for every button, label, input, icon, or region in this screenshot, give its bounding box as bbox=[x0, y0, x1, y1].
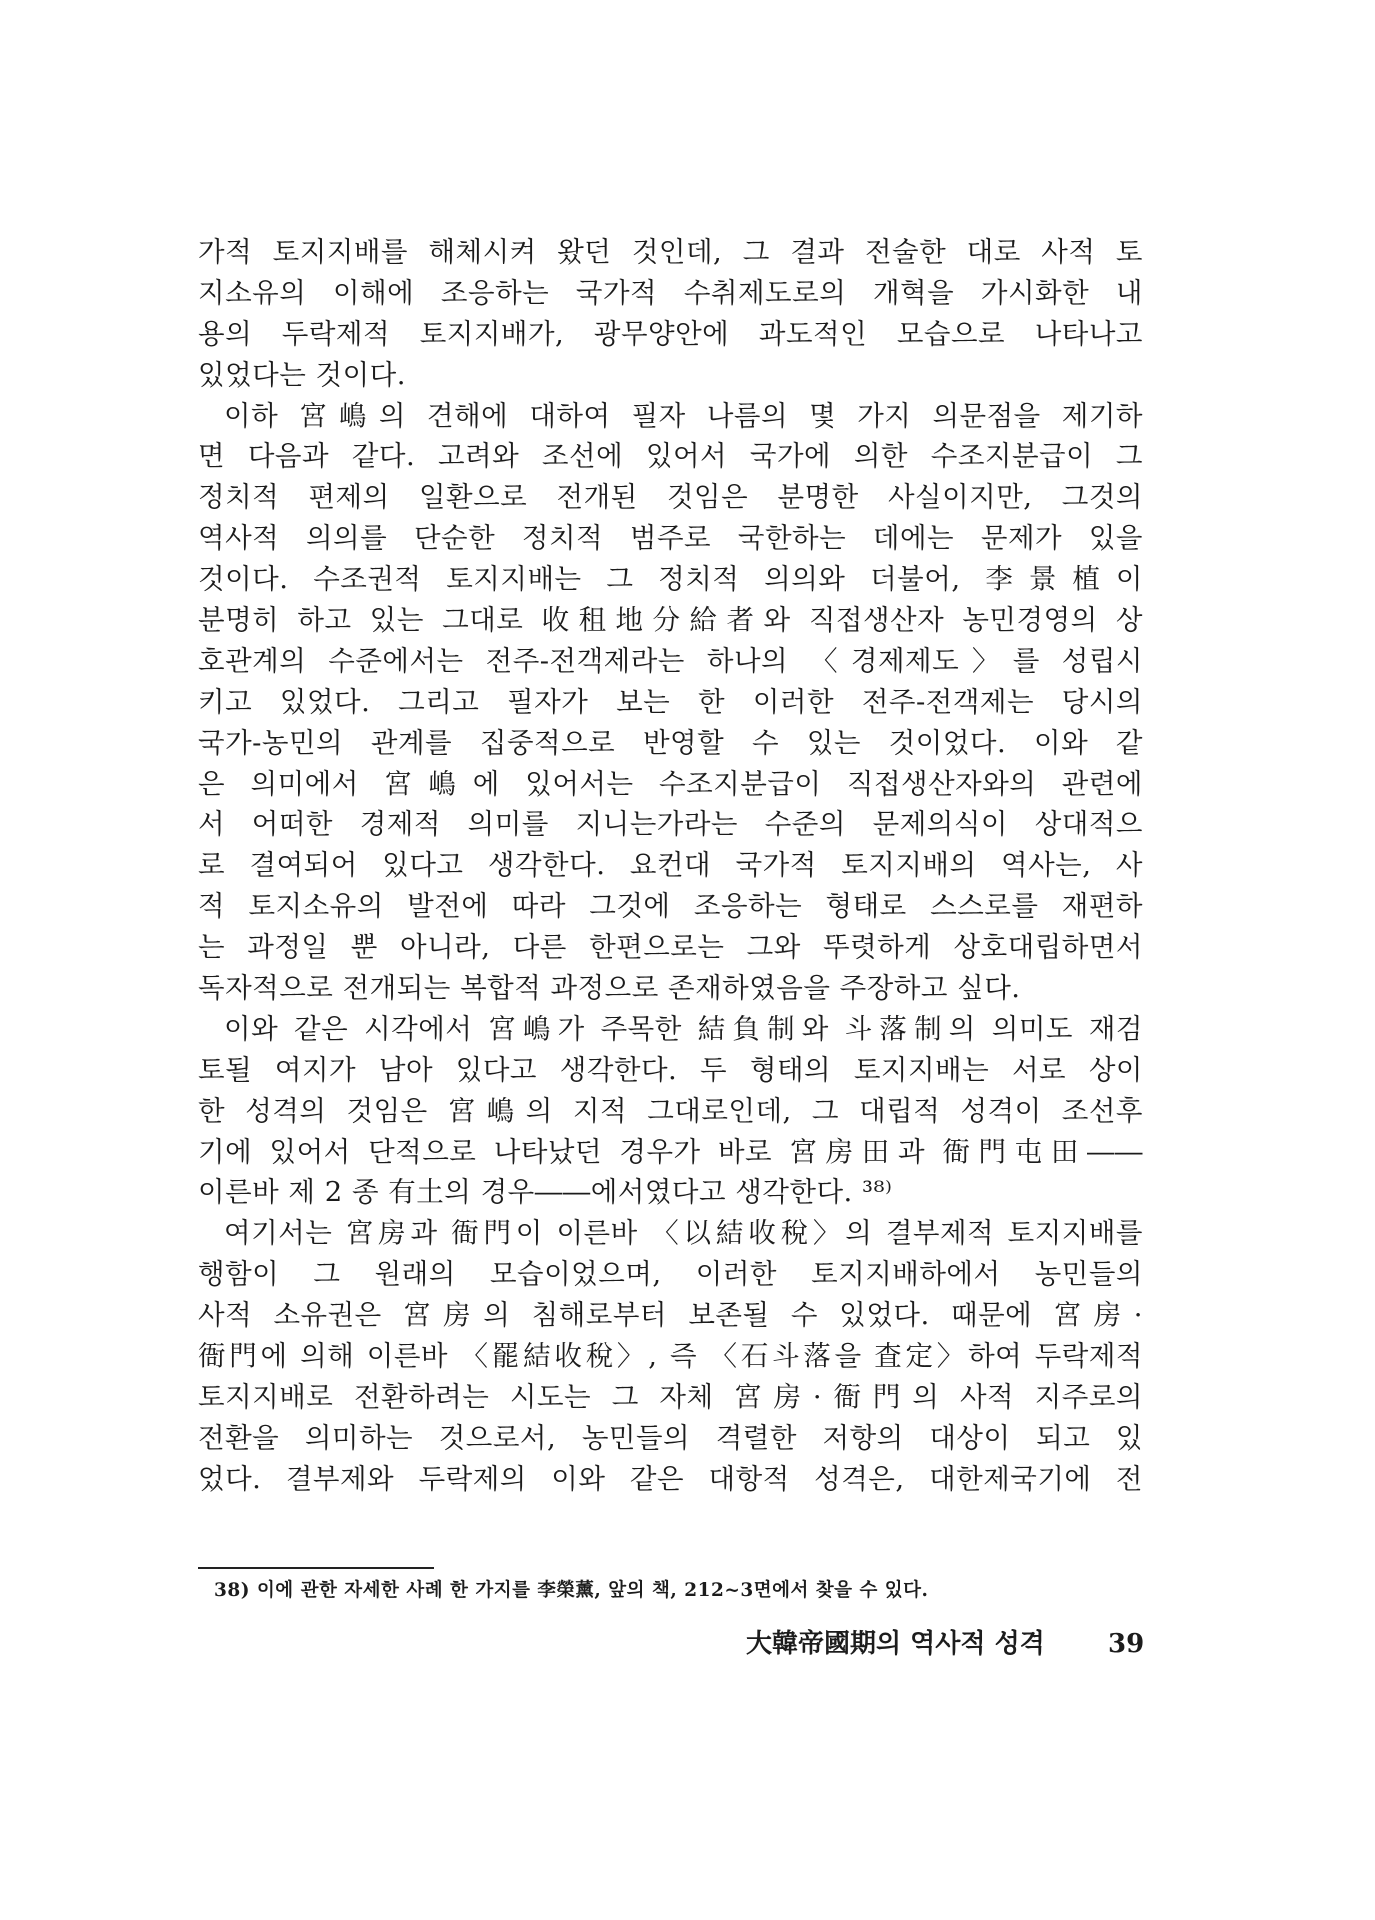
text-line: 토될 여지가 남아 있다고 생각한다. 두 형태의 토지지배는 서로 상이 bbox=[198, 1053, 1143, 1086]
text-line: 기에 있어서 단적으로 나타났던 경우가 바로 宮房田과 衙門屯田―― bbox=[198, 1135, 1143, 1168]
text-line: 이하 宮嶋의 견해에 대하여 필자 나름의 몇 가지 의문점을 제기하 bbox=[224, 399, 1143, 432]
text-line: 것이다. 수조권적 토지지배는 그 정치적 의의와 더불어, 李景植이 bbox=[198, 563, 1143, 596]
text-line: 지소유의 이해에 조응하는 국가적 수취제도로의 개혁을 가시화한 내 bbox=[198, 276, 1143, 309]
text-line: 은 의미에서 宮嶋에 있어서는 수조지분급이 직접생산자와의 관련에 bbox=[198, 767, 1143, 800]
text-line: 여기서는 宮房과 衙門이 이른바 〈以結收稅〉의 결부제적 토지지배를 bbox=[224, 1217, 1143, 1250]
text-line: 역사적 의의를 단순한 정치적 범주로 국한하는 데에는 문제가 있을 bbox=[198, 522, 1143, 555]
text-line: 정치적 편제의 일환으로 전개된 것임은 분명한 사실이지만, 그것의 bbox=[198, 481, 1143, 514]
paragraph bbox=[198, 396, 1143, 1009]
paragraph bbox=[198, 232, 1143, 396]
text-line: 면 다음과 같다. 고려와 조선에 있어서 국가에 의한 수조지분급이 그 bbox=[198, 440, 1143, 473]
text-line: 는 과정일 뿐 아니라, 다른 한편으로는 그와 뚜렷하게 상호대립하면서 bbox=[198, 931, 1143, 964]
paragraph bbox=[198, 1009, 1143, 1213]
text-line: 가적 토지지배를 해체시켜 왔던 것인데, 그 결과 전술한 대로 사적 토 bbox=[198, 236, 1143, 268]
text-line: 있었다는 것이다. bbox=[198, 358, 406, 391]
text-line: 토지지배로 전환하려는 시도는 그 자체 宮房·衙門의 사적 지주로의 bbox=[198, 1380, 1143, 1413]
text-line: 행함이 그 원래의 모습이었으며, 이러한 토지지배하에서 농민들의 bbox=[198, 1258, 1143, 1291]
footnote-divider bbox=[198, 1567, 434, 1569]
text-line: 용의 두락제적 토지지배가, 광무양안에 과도적인 모습으로 나타나고 bbox=[198, 317, 1143, 350]
text-line: 衙門에 의해 이른바 〈罷結收稅〉, 즉 〈石斗落을 査定〉하여 두락제적 bbox=[198, 1340, 1143, 1373]
paragraph bbox=[198, 1213, 1143, 1499]
text-line: 사적 소유권은 宮房의 침해로부터 보존될 수 있었다. 때문에 宮房· bbox=[198, 1299, 1143, 1332]
text-line: 로 결여되어 있다고 생각한다. 요컨대 국가적 토지지배의 역사는, 사 bbox=[198, 849, 1143, 882]
text-line: 한 성격의 것임은 宮嶋의 지적 그대로인데, 그 대립적 성격이 조선후 bbox=[198, 1094, 1143, 1127]
text-line: 었다. 결부제와 두락제의 이와 같은 대항적 성격은, 대한제국기에 전 bbox=[198, 1462, 1143, 1495]
text-line: 이른바 제 2 종 有土의 경우――에서였다고 생각한다. ³⁸⁾ bbox=[198, 1176, 893, 1209]
text-line: 국가-농민의 관계를 집중적으로 반영할 수 있는 것이었다. 이와 같 bbox=[198, 726, 1143, 759]
page-number: 39 bbox=[1108, 1629, 1145, 1659]
text-line: 독자적으로 전개되는 복합적 과정으로 존재하였음을 주장하고 싶다. bbox=[198, 972, 1021, 1005]
text-line: 분명히 하고 있는 그대로 收租地分給者와 직접생산자 농민경영의 상 bbox=[198, 604, 1143, 637]
text-line: 호관계의 수준에서는 전주-전객제라는 하나의 〈경제제도〉를 성립시 bbox=[198, 644, 1143, 677]
text-line: 전환을 의미하는 것으로서, 농민들의 격렬한 저항의 대상이 되고 있 bbox=[198, 1421, 1143, 1454]
running-footer: 大韓帝國期의 역사적 성격 bbox=[746, 1629, 1045, 1659]
footnote: 38) 이에 관한 자세한 사례 한 가지를 李榮薰, 앞의 책, 212~3면에서 찾을 수 있다. bbox=[214, 1580, 929, 1601]
text-line: 키고 있었다. 그리고 필자가 보는 한 이러한 전주-전객제는 당시의 bbox=[198, 685, 1143, 718]
text-line: 이와 같은 시각에서 宮嶋가 주목한 結負制와 斗落制의 의미도 재검 bbox=[224, 1012, 1143, 1045]
text-line: 적 토지소유의 발전에 따라 그것에 조응하는 형태로 스스로를 재편하 bbox=[198, 890, 1143, 923]
text-line: 서 어떠한 경제적 의미를 지니는가라는 수준의 문제의식이 상대적으 bbox=[198, 808, 1143, 841]
body-text bbox=[198, 232, 1143, 1500]
